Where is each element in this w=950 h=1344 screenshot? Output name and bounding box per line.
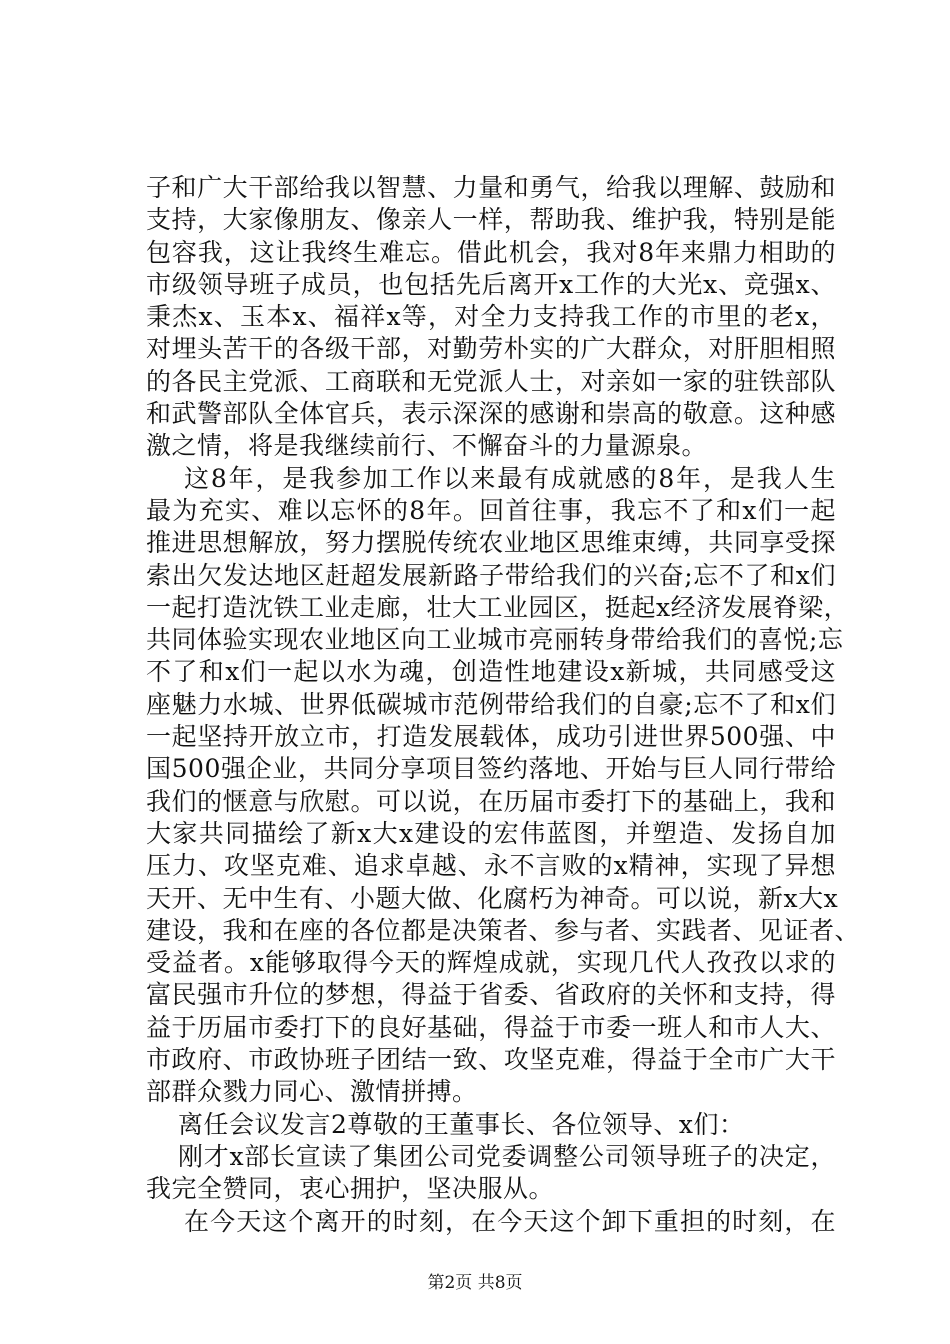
text-line: 部群众戮力同心、激情拼搏。 (146, 1077, 478, 1107)
text-line: 激之情，将是我继续前行、不懈奋斗的力量源泉。 (146, 431, 708, 461)
text-line: 支持，大家像朋友、像亲人一样，帮助我、维护我，特别是能 (146, 205, 836, 235)
text-line: 座魅力水城、世界低碳城市范例带给我们的自豪;忘不了和x们 (146, 689, 836, 719)
text-line: 索出欠发达地区赶超发展新路子带给我们的兴奋;忘不了和x们 (146, 560, 836, 590)
text-line: 一起打造沈铁工业走廊，壮大工业园区，挺起x经济发展脊梁， (146, 592, 850, 622)
paragraph-first-line: 刚才x部长宣读了集团公司党委调整公司领导班子的决定， (178, 1141, 836, 1171)
text-line: 最为充实、难以忘怀的8年。回首往事，我忘不了和x们一起 (146, 495, 836, 525)
text-line: 秉杰x、玉本x、福祥x等，对全力支持我工作的市里的老x， (146, 302, 836, 332)
text-line: 和武警部队全体官兵，表示深深的感谢和崇高的敬意。这种感 (146, 399, 836, 429)
text-line: 大家共同描绘了新x大x建设的宏伟蓝图，并塑造、发扬自加 (146, 818, 836, 848)
text-line: 我们的惬意与欣慰。可以说，在历届市委打下的基础上，我和 (146, 786, 836, 816)
text-line: 建设，我和在座的各位都是决策者、参与者、实践者、见证者、 (146, 915, 861, 945)
document-body (146, 172, 861, 1238)
text-line: 国500强企业，共同分享项目签约落地、开始与巨人同行带给 (146, 754, 836, 784)
text-line: 不了和x们一起以水为魂，创造性地建设x新城，共同感受这 (146, 657, 836, 687)
text-line: 一起坚持开放立市，打造发展载体，成功引进世界500强、中 (146, 722, 836, 752)
text-line: 的各民主党派、工商联和无党派人士，对亲如一家的驻铁部队 (146, 366, 836, 396)
text-line: 市级领导班子成员，也包括先后离开x工作的大光x、竞强x、 (146, 269, 836, 299)
paragraph-first-line: 在今天这个离开的时刻，在今天这个卸下重担的时刻，在 (184, 1206, 836, 1236)
text-line: 包容我，这让我终生难忘。借此机会，我对8年来鼎力相助的 (146, 237, 836, 267)
text-line: 天开、无中生有、小题大做、化腐朽为神奇。可以说，新x大x (146, 883, 839, 913)
text-line: 富民强市升位的梦想，得益于省委、省政府的关怀和支持，得 (146, 980, 836, 1010)
paragraph-first-line: 这8年，是我参加工作以来最有成就感的8年，是我人生 (184, 463, 836, 493)
text-line: 益于历届市委打下的良好基础，得益于市委一班人和市人大、 (146, 1012, 836, 1042)
text-line: 市政府、市政协班子团结一致、攻坚克难，得益于全市广大干 (146, 1045, 836, 1075)
text-line: 受益者。x能够取得今天的辉煌成就，实现几代人孜孜以求的 (146, 948, 836, 978)
section-heading-line: 离任会议发言2尊敬的王董事长、各位领导、x们： (178, 1109, 745, 1139)
text-line: 我完全赞同，衷心拥护，坚决服从。 (146, 1174, 555, 1204)
text-line: 共同体验实现农业地区向工业城市亮丽转身带给我们的喜悦;忘 (146, 625, 844, 655)
text-line: 推进思想解放，努力摆脱传统农业地区思维束缚，共同享受探 (146, 528, 836, 558)
text-line: 压力、攻坚克难、追求卓越、永不言败的x精神，实现了异想 (146, 851, 836, 881)
text-line: 对埋头苦干的各级干部，对勤劳朴实的广大群众，对肝胆相照 (146, 334, 836, 364)
text-line: 子和广大干部给我以智慧、力量和勇气，给我以理解、鼓励和 (146, 173, 836, 202)
page-number-footer: 第2页 共8页 (427, 1273, 523, 1293)
